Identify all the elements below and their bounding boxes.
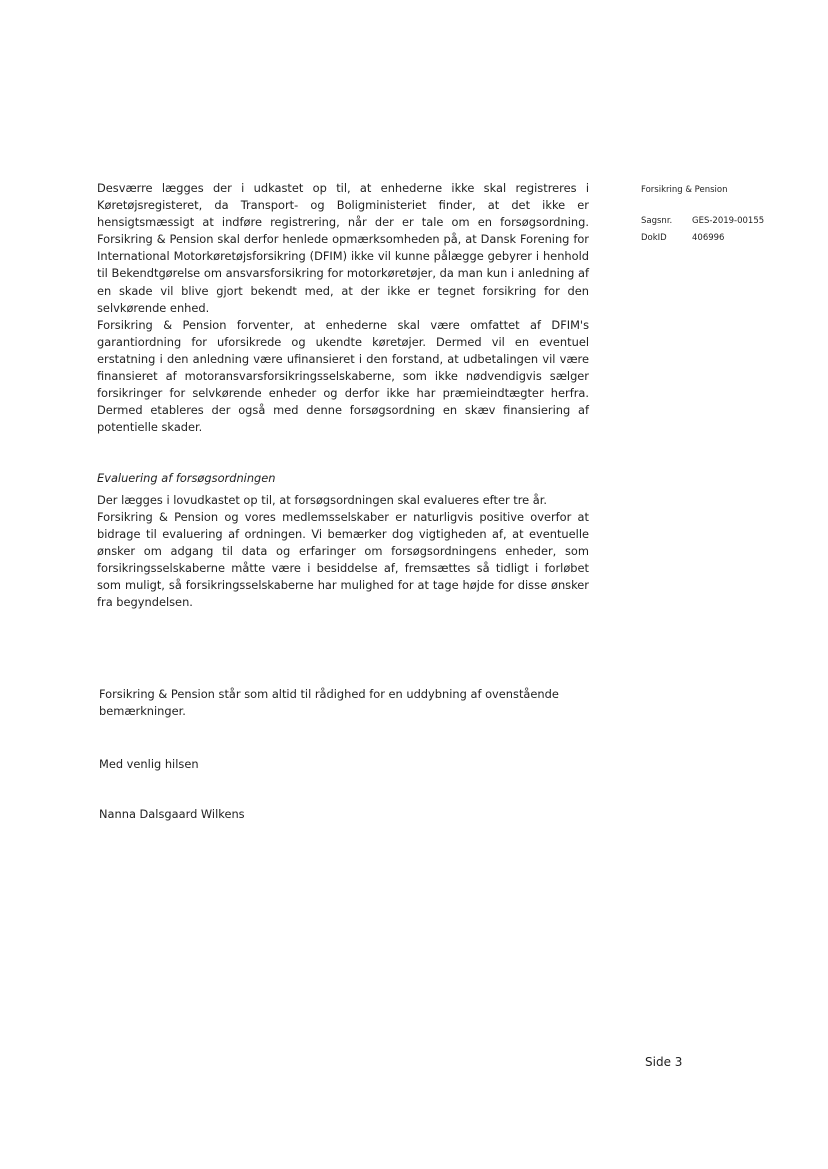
meta-row-case-number [641,213,821,230]
meta-key: DokID [641,233,667,243]
letter-body [97,180,589,611]
paragraph-evaluation: Der lægges i lovudkastet op til, at forsøgsordningen skal evalueres efter tre år. [97,492,548,507]
paragraph-registration: Desværre lægges der i udkastet op til, at enhederne ikke skal registreres i Køretøjsregisteret, da Transport- og Boligministeriet finder, at det ikke er hensigtsmæssigt at indføre registrering, når der er tale om en forsøgsordning. Forsikring & Pension skal derfor henlede opmærksomheden på, at Dansk Forening for International Motorkøretøjsforsikring (DFIM) ikke vil kunne pålægge gebyrer i henhold til Bekendtgørelse om ansvarsforsikring for motorkøretøjer, da man kun i anledning af en skade vil blive gjort bekendt med, at der ikke er tegnet forsikring for den selvkørende enhed. [97,181,589,315]
meta-row-doc-id [641,230,821,247]
paragraph-guarantee-scheme: Forsikring & Pension forventer, at enhederne skal være omfattet af DFIM's garantiordning for uforsikrede og ukendte køretøjer. Dermed vil en eventuel erstatning i den anledning være ufinansieret i den forstand, at udbetalingen vil være finansieret af motoransvarsforsikringsselskaberne, som ikke nødvendigvis sælger forsikringer for selvkørende enheder og derfor ikke har præmieindtægter herfra. Dermed etableres der også med denne forsøgsordning en skæv finansiering af potentielle skader. [97,317,589,435]
paragraph-data-access: Forsikring & Pension og vores medlemsselskaber er naturligvis positive overfor at bidrage til evaluering af ordningen. Vi bemærker dog vigtigheden af, at eventuelle ønsker om adgang til data og erfaringer om forsøgsordningens enheder, som forsikringsselskaberne måtte være i besiddelse af, fremsættes så tidligt i forløbet som muligt, så forsikringsselskaberne har mulighed for at tage højde for disse ønsker fra begyndelsen. [97,509,589,610]
greeting: Med venlig hilsen [99,757,199,771]
meta-value: GES-2019-00155 [692,216,765,226]
section-heading: Evaluering af forsøgsordningen [97,471,276,486]
sidebar-metadata [641,182,821,247]
page-number: Side 3 [645,1055,683,1069]
organization-name: Forsikring & Pension [641,185,728,195]
signature-name: Nanna Dalsgaard Wilkens [99,807,245,821]
meta-value: 406996 [692,233,725,243]
meta-key: Sagsnr. [641,216,673,226]
paragraph-availability: Forsikring & Pension står som altid til rådighed for en uddybning af ovenstående bemærkninger. [99,687,559,719]
